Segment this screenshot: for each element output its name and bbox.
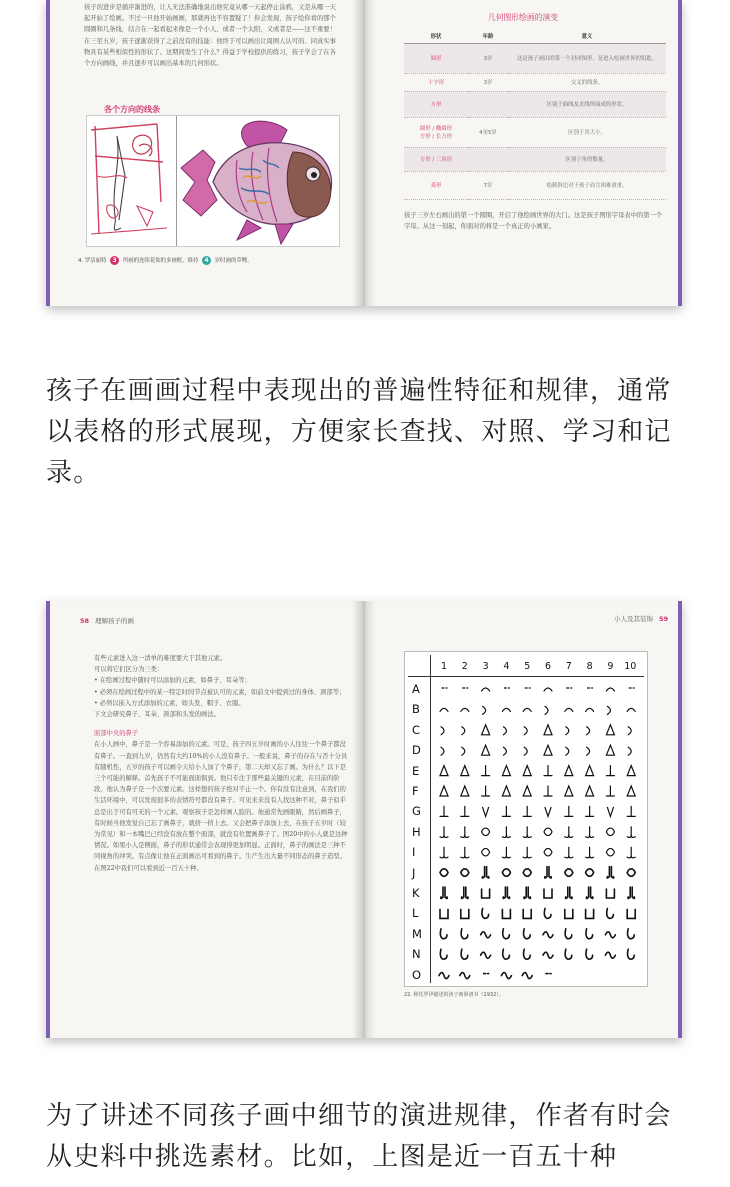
left-page-header <box>80 616 134 625</box>
nose-glyph <box>586 887 593 899</box>
nose-glyph <box>461 708 469 711</box>
left-page <box>46 0 364 306</box>
left-page-paragraph: 孩子的进步是循序渐进的，让人无法准确地说出他究竟从哪一天起停止涂鸦，又是从哪一天起开始了绘画。不过一旦他开始画画，那就再也不容置疑了！你会发现，孩子绘你看的那个圆圈和几条线，结合在一起看起来像是一个小人、或者一个太阳，又或者是——这不重要！在三至五岁，孩子逐渐获得了之前没有的技能：他终于可以画出让周围人认可的、同真实事物具有某些相似性的形状了。这期间发生了什么？得益于学校提供的练习，孩子学会了在各个方向画线，并且逐步可以画出基本的几何形状。 <box>84 4 336 68</box>
nose-glyph <box>461 827 469 838</box>
grid-caption: 22. 称托罗伊描述的孩子画鼻谱书（1932）。 <box>404 992 504 998</box>
nose-glyph <box>565 786 573 796</box>
nose-glyph <box>482 828 490 836</box>
table-header-meaning: 意义 <box>508 30 666 43</box>
nose-glyph <box>607 706 610 714</box>
nose-glyph <box>461 847 469 858</box>
right-page-number: 59 <box>658 615 668 623</box>
nose-glyph <box>628 887 635 899</box>
nose-glyph <box>587 727 590 735</box>
grid-column-header: 4 <box>503 661 510 672</box>
nose-glyph <box>606 828 614 836</box>
table-row <box>404 91 666 117</box>
nose-glyph <box>523 909 531 918</box>
nose-glyph <box>440 766 448 776</box>
nose-glyph <box>503 929 510 939</box>
grid-row-header: C <box>412 722 421 737</box>
nose-glyph <box>586 766 594 776</box>
child-drawings-panel <box>86 115 340 247</box>
grid-row-header: O <box>412 967 422 982</box>
body-line: 可以将它们区分为三类： <box>94 666 164 674</box>
nose-glyph <box>628 727 631 735</box>
nose-glyph <box>607 807 613 816</box>
nose-glyph <box>524 887 531 899</box>
table-title: 几何图形绘画的演变 <box>487 13 559 22</box>
nose-glyph <box>606 688 614 691</box>
nose-glyph <box>461 929 468 939</box>
nose-glyph <box>482 889 490 898</box>
table-header-age: 年龄 <box>468 30 508 43</box>
nose-glyph <box>543 932 553 938</box>
nose-glyph <box>503 727 506 735</box>
body-line: • 必须以嵌入方式添加的元素，如头发、帽子、衣服。 <box>94 699 245 707</box>
nose-glyph <box>586 929 593 939</box>
cell-meaning: 区别于其大小。 <box>508 117 666 147</box>
nose-drawings-grid <box>404 651 648 987</box>
nose-glyph <box>607 908 614 918</box>
cell-meaning: 这是孩子画出的第一个封闭图形，是进入绘画世界的钥匙。 <box>508 43 666 73</box>
book-spread-geometric-shapes <box>46 0 682 306</box>
grid-column-header: 5 <box>524 661 531 672</box>
nose-glyph <box>586 949 593 959</box>
grid-row-header: K <box>412 886 420 900</box>
nose-glyph <box>627 827 635 838</box>
table-row <box>404 43 666 73</box>
nose-glyph <box>503 949 510 959</box>
left-page <box>46 601 364 1038</box>
caption-badge-b: 4 <box>202 256 211 265</box>
left-page-body <box>94 653 348 874</box>
nose-glyph <box>627 869 635 877</box>
nose-glyph <box>523 869 531 877</box>
nose-glyph <box>544 828 552 836</box>
nose-glyph <box>545 867 552 879</box>
nose-glyph <box>461 786 469 796</box>
grid-row-header: A <box>412 682 420 696</box>
nose-glyph <box>482 745 490 755</box>
cell-shape: 圆形 <box>404 43 468 73</box>
grid-row-header: J <box>412 865 416 880</box>
nose-glyph <box>566 887 573 899</box>
grid-column-header: 10 <box>624 661 637 672</box>
nose-glyph <box>544 688 552 691</box>
nose-glyph <box>482 766 490 776</box>
cell-age: 3岁 <box>468 43 508 73</box>
nose-glyph <box>605 952 615 958</box>
caption-middle: 所画的连续花饰的多画框，维持 <box>122 258 199 264</box>
body-line: 下文会研究鼻子、耳朵、颈部和头发的画法。 <box>94 711 220 719</box>
nose-glyph <box>440 806 448 816</box>
nose-glyph <box>628 929 635 939</box>
table-row <box>404 117 666 147</box>
table-row <box>404 73 666 91</box>
nose-glyph <box>502 708 510 711</box>
book-spread-nose-chart <box>46 601 682 1038</box>
nose-glyph <box>523 806 531 816</box>
nose-glyph <box>606 745 614 755</box>
cell-age <box>468 91 508 117</box>
nose-glyph <box>566 727 569 735</box>
cell-age: 7岁 <box>468 171 508 199</box>
cell-meaning: 区别于曲线及直线所围成的形状。 <box>508 91 666 117</box>
nose-glyph <box>502 909 510 918</box>
nose-glyph <box>524 727 527 735</box>
nose-glyph <box>544 745 552 755</box>
nose-glyph <box>627 786 635 796</box>
nose-glyph <box>524 949 531 959</box>
grid-row-header: N <box>412 947 421 962</box>
nose-glyph <box>502 806 510 816</box>
caption-suffix: 岁时画的草鲤。 <box>214 258 253 264</box>
nose-glyph <box>482 725 490 735</box>
description-paragraph-2: 为了讲述不同孩子画中细节的演进规律，作者有时会从史料中挑选素材。比如，上图是近一百五十种 <box>46 1101 672 1172</box>
nose-glyph <box>565 909 573 918</box>
nose-glyph <box>503 887 510 899</box>
nose-glyph <box>461 869 469 877</box>
nose-glyph <box>482 786 490 796</box>
nose-glyph <box>627 909 635 918</box>
nose-glyph <box>565 869 573 877</box>
left-page-header-title: 理解孩子的画 <box>95 617 135 625</box>
nose-glyph <box>586 786 594 796</box>
right-page <box>364 0 682 306</box>
drawings-caption <box>78 256 348 265</box>
nose-glyph <box>483 706 486 714</box>
nose-glyph <box>440 708 448 711</box>
nose-glyph <box>502 766 510 776</box>
nose-glyph <box>606 766 614 776</box>
nose-glyph <box>502 869 510 877</box>
nose-glyph <box>523 766 531 776</box>
nose-glyph <box>586 806 594 816</box>
nose-glyph <box>586 708 594 711</box>
grid-column-header: 1 <box>441 661 448 672</box>
grid-column-header: 2 <box>461 661 468 672</box>
nose-glyph <box>502 847 510 858</box>
nose-glyph <box>565 766 573 776</box>
grid-row-header: H <box>412 824 421 839</box>
nose-glyph <box>586 847 594 858</box>
caption-badge-a: 3 <box>110 256 119 265</box>
nose-glyph <box>606 889 614 898</box>
nose-glyph <box>440 869 448 877</box>
grid-row-header: L <box>412 906 419 921</box>
nose-section-heading: 面部中央的鼻子 <box>94 730 139 738</box>
cell-shape: 方形 <box>404 91 468 117</box>
nose-glyph <box>522 973 532 979</box>
caption-prefix: 4. 罗洁丽特 <box>78 258 107 264</box>
book-spine-shadow <box>352 601 376 1038</box>
nose-glyph <box>482 688 490 691</box>
nose-glyph <box>565 929 572 939</box>
grid-row-header: I <box>412 845 416 860</box>
grid-column-header: 9 <box>607 661 614 672</box>
nose-glyph <box>461 806 469 816</box>
nose-glyph <box>523 847 531 858</box>
nose-glyph <box>544 889 552 898</box>
grid-row-header: D <box>412 743 421 758</box>
nose-glyph <box>544 725 552 735</box>
nose-glyph <box>462 727 465 735</box>
nose-glyph <box>606 786 614 796</box>
nose-glyph <box>545 706 548 714</box>
nose-glyph <box>627 766 635 776</box>
cell-meaning: 绘制斜边对于孩子而言困难重重。 <box>508 171 666 199</box>
nose-glyph <box>586 827 594 838</box>
grid-column-header: 3 <box>482 661 489 672</box>
nose-glyph <box>460 973 470 979</box>
nose-glyph <box>523 786 531 796</box>
nose-glyph <box>523 827 531 838</box>
nose-glyph <box>461 766 469 776</box>
nose-glyph <box>440 786 448 796</box>
right-page-header <box>614 614 668 623</box>
nose-glyph <box>565 847 573 858</box>
nose-glyph <box>483 807 489 816</box>
cell-age: 4至5岁 <box>468 117 508 147</box>
nose-glyph <box>627 708 635 711</box>
geometric-shapes-table <box>404 30 666 200</box>
right-page-header-title: 小人及其装饰 <box>613 615 653 623</box>
cell-meaning: 区别于角的数量。 <box>508 147 666 171</box>
description-paragraph-1: 孩子在画画过程中表现出的普遍性特征和规律，通常以表格的形式展现，方便家长查找、对照、学习和记录。 <box>46 376 672 488</box>
nose-glyph <box>565 827 573 838</box>
nose-glyph <box>545 807 551 816</box>
nose-glyph <box>566 747 569 755</box>
nose-glyph <box>441 887 448 899</box>
nose-glyph <box>523 708 531 711</box>
nose-glyph <box>606 725 614 735</box>
nose-glyph <box>565 949 572 959</box>
nose-glyph <box>524 747 527 755</box>
nose-glyph <box>439 973 449 979</box>
body-line: • 必须在绘画过程中的某一特定时间节点被认可的元素，如前文中提到过的身体、颈部等； <box>94 688 346 696</box>
lines-subheading: 各个方向的线条 <box>104 105 160 114</box>
cell-shape: 方形 / 三角形 <box>404 147 468 171</box>
nose-glyph <box>586 909 594 918</box>
nose-glyph <box>440 847 448 858</box>
body-line: • 在绘画过程中随时可以添加的元素，如鼻子、耳朵等； <box>94 677 251 685</box>
book-spine-shadow <box>352 0 376 306</box>
nose-glyph <box>481 952 491 958</box>
nose-glyph <box>627 806 635 816</box>
nose-glyph <box>440 929 447 939</box>
grid-column-header: 6 <box>545 661 552 672</box>
table-header-row <box>404 30 666 43</box>
nose-glyph <box>481 932 491 938</box>
cell-meaning: 交叉的线条。 <box>508 73 666 91</box>
table-row <box>404 171 666 199</box>
closing-paragraph: 孩子三岁左右画出的第一个圆圈，开启了他绘画世界的大门。这是孩子图形字母表中的第一个字母。从这一刻起，你面对的将是一个真正的小画家。 <box>404 212 663 231</box>
cell-age: 3岁 <box>468 73 508 91</box>
grid-column-header: 8 <box>586 661 593 672</box>
cell-shape: 菱形 <box>404 171 468 199</box>
cell-age <box>468 147 508 171</box>
nose-glyph <box>440 827 448 838</box>
nose-glyph <box>502 786 510 796</box>
nose-glyph <box>482 867 489 879</box>
nose-glyph <box>587 747 590 755</box>
nose-glyph <box>461 949 468 959</box>
nose-glyph <box>628 747 631 755</box>
nose-symbols <box>405 652 649 988</box>
cell-shape: 十字形 <box>404 73 468 91</box>
nose-glyph <box>441 747 444 755</box>
nose-glyph <box>502 827 510 838</box>
grid-row-header: G <box>412 804 421 819</box>
nose-glyph <box>605 932 615 938</box>
nose-glyph <box>544 766 552 776</box>
scribble-drawing <box>87 116 176 248</box>
fish-drawing <box>177 116 341 248</box>
table-row <box>404 147 666 171</box>
nose-glyph <box>440 909 448 918</box>
table-header-shape: 形状 <box>404 30 468 43</box>
nose-glyph <box>441 727 444 735</box>
grid-row-header: B <box>412 702 420 717</box>
cell-shape: 圆形 / 椭圆形 方形 / 长方形 <box>404 117 468 147</box>
nose-glyph <box>606 848 614 856</box>
nose-glyph <box>461 909 469 918</box>
nose-glyph <box>565 708 573 711</box>
nose-glyph <box>627 847 635 858</box>
right-page <box>364 601 682 1038</box>
nose-glyph <box>482 908 489 918</box>
nose-glyph <box>462 747 465 755</box>
nose-glyph <box>524 929 531 939</box>
nose-glyph <box>628 949 635 959</box>
body-line: 有些元素进入这一清单的难度要大于其他元素。 <box>94 655 227 662</box>
grid-row-header: M <box>412 926 422 941</box>
nose-glyph <box>440 949 447 959</box>
nose-glyph <box>482 848 490 856</box>
nose-glyph <box>586 869 594 877</box>
nose-glyph <box>543 952 553 958</box>
nose-glyph <box>544 848 552 856</box>
nose-glyph <box>607 867 614 879</box>
grid-row-header: E <box>412 763 420 778</box>
nose-glyph <box>501 973 511 979</box>
nose-glyph <box>544 908 551 918</box>
nose-section-body: 在小人画中，鼻子是一个容易添加的元素。可是，孩子四五岁时画的小人往往一个鼻子都没有鼻子。一直到九岁，仍然有大约10%的小人没有鼻子。一般来说，鼻子的存在与否十分具有随机性，五岁的孩子可以画令天给小人加了个鼻子，第二天却又忘了画。为什么？以下是三个可能的解释。首先孩子不可能面面俱到。他只专注于那些最关键的元素，在目前的阶段，他认为鼻子是一个次要元素。这样想的孩子绝对不止一个。你有没有注意到，在我们的生活环境中，可以发现很多的表情符号都没有鼻子。可见来来没有人找这种不对，鼻子似乎总是出于可有可无的一个元素。观察孩子是怎样画人脸的。他通常先画眼睛，然后画鼻子，有时候当他发觉自己忘了画鼻子，就挤一挤上去。又会把鼻子添加上去，在孩子五岁时（较为常见）和一本嘴巴已经没有放在整个面部，就没有位置画鼻子了。图20中的小人就是这种情况。如果小人是侧面，鼻子的形状通常会表现得更加明显。正面时，鼻子的画法是三种不同视角的冲突。有点像让他在正面画出可看到的鼻子。生产生出大量不同形态的鼻子造型。在图22中我们可以看到近一百五十种。 <box>94 741 348 872</box>
nose-glyph <box>544 786 552 796</box>
grid-column-header: 7 <box>565 661 572 672</box>
grid-row-header: F <box>412 784 419 798</box>
nose-glyph <box>503 747 506 755</box>
left-page-number: 58 <box>80 617 90 625</box>
nose-glyph <box>565 806 573 816</box>
nose-glyph <box>462 887 469 899</box>
